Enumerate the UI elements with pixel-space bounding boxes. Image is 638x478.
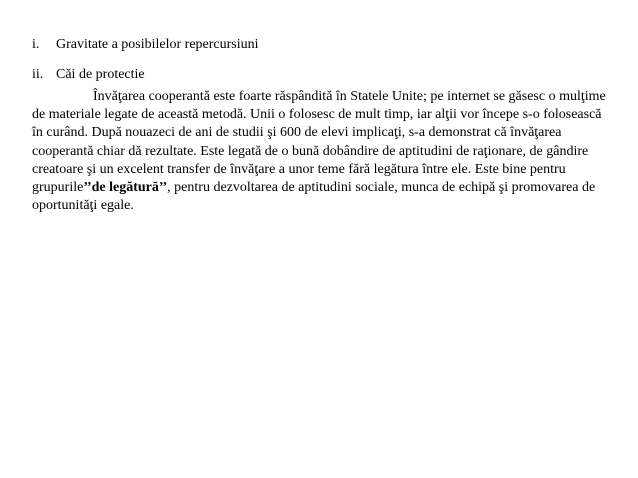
- paragraph-line-3: în curând. După nouazeci de ani de studii şi 600 de elevi implicaţi, s-a demonstrat că învăţarea: [32, 125, 562, 141]
- body-paragraph: [32, 88, 632, 215]
- list-marker: i.: [32, 37, 40, 52]
- paragraph-line-6: [32, 179, 632, 197]
- paragraph-text: grupurile: [32, 180, 84, 196]
- bold-term: ’’de legătură’’: [83, 180, 168, 196]
- list-marker: ii.: [32, 67, 44, 82]
- paragraph-text: , pentru dezvoltarea de aptitudini sociale, munca de echipă şi promovarea de: [167, 180, 596, 196]
- paragraph-line-5: creatoare şi un excelent transfer de învăţare a unor teme fără legătura între ele. Este bine pentru: [32, 161, 566, 177]
- paragraph-line-1: Învăţarea cooperantă este foarte răspândită în Statele Unite; pe internet se găsesc o mulţime: [93, 89, 606, 104]
- paragraph-line-4: cooperantă chiar dă rezultate. Este legată de o bună dobândire de aptitudini de raţionare, de gândire: [32, 143, 589, 159]
- list-item-text: Căi de protectie: [56, 67, 145, 82]
- paragraph-line-2: de materiale legate de această metodă. Unii o folosesc de mult timp, iar alţii vor începe s-o folosească: [32, 107, 602, 123]
- list-item-1: [32, 36, 259, 54]
- list-item-text: Gravitate a posibilelor repercursiuni: [56, 37, 259, 52]
- list-item-2: [32, 66, 145, 84]
- paragraph-line-7: oportunităţi egale.: [32, 198, 134, 214]
